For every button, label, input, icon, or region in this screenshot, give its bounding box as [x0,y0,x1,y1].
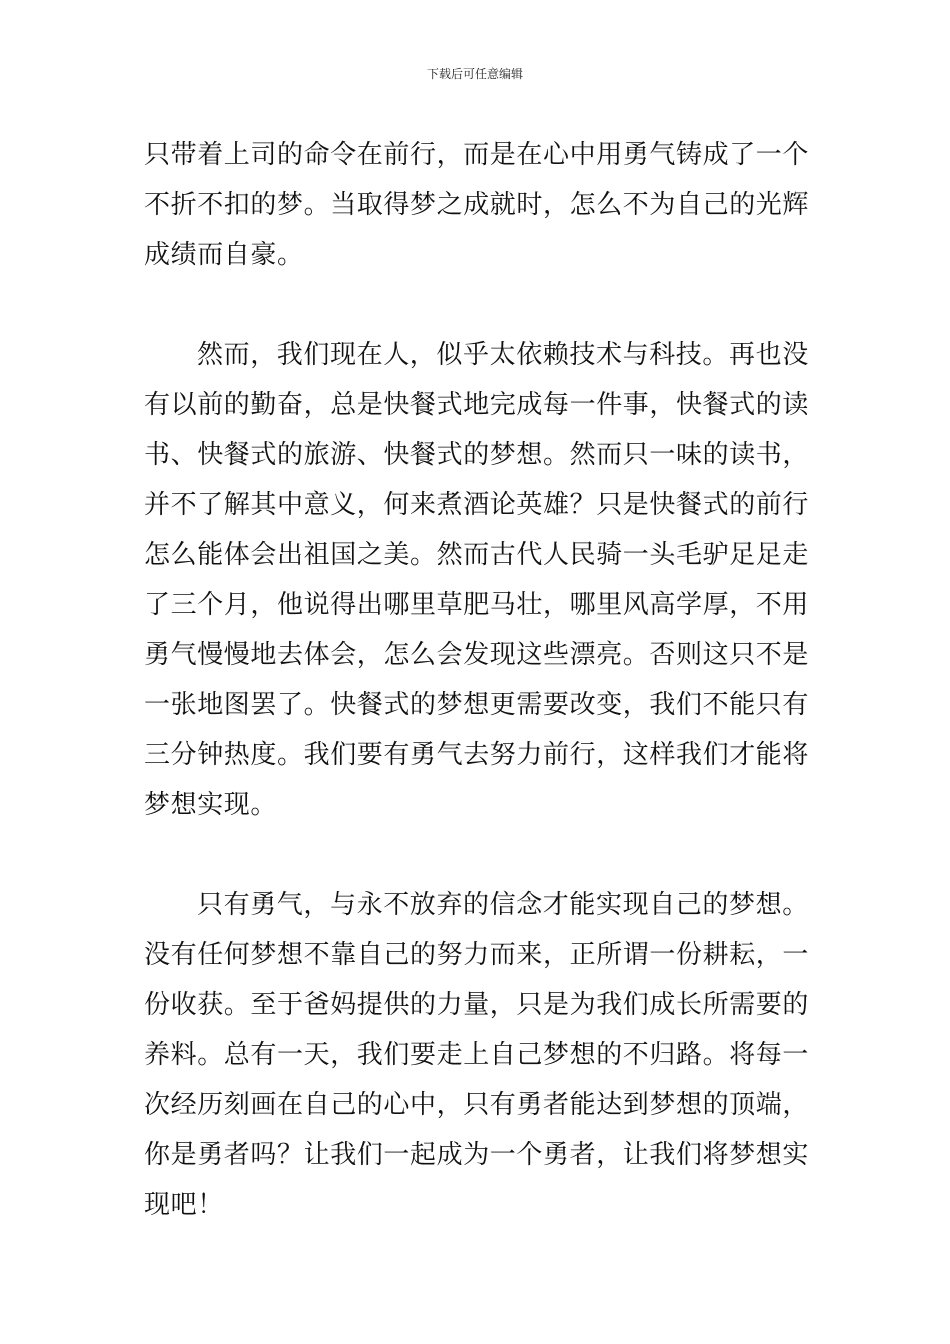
paragraph-line: 书、快餐式的旅游、快餐式的梦想。然而只一味的读书， [144,440,810,470]
paragraph-line: 没有任何梦想不靠自己的努力而来，正所谓一份耕耘，一 [144,940,810,970]
paragraph-line: 一张地图罢了。快餐式的梦想更需要改变，我们不能只有 [144,690,810,720]
paragraph-line: 只带着上司的命令在前行，而是在心中用勇气铸成了一个 [144,140,810,170]
paragraph-1 [144,130,810,280]
document-body [144,130,810,1230]
paragraph-line: 成绩而自豪。 [144,240,304,270]
paragraph-line: 不折不扣的梦。当取得梦之成就时，怎么不为自己的光辉 [144,190,810,220]
paragraph-line: 怎么能体会出祖国之美。然而古代人民骑一头毛驴足足走 [144,540,810,570]
paragraph-gap [144,280,806,330]
paragraph-line: 现吧！ [144,1190,224,1220]
paragraph-3 [144,880,810,1230]
paragraph-line: 然而，我们现在人，似乎太依赖技术与科技。再也没 [197,340,809,370]
paragraph-line: 勇气慢慢地去体会，怎么会发现这些漂亮。否则这只不是 [144,640,810,670]
paragraph-2 [144,330,810,830]
paragraph-line: 有以前的勤奋，总是快餐式地完成每一件事，快餐式的读 [144,390,810,420]
paragraph-line: 三分钟热度。我们要有勇气去努力前行，这样我们才能将 [144,740,810,770]
paragraph-gap [144,830,806,880]
paragraph-line: 份收获。至于爸妈提供的力量，只是为我们成长所需要的 [144,990,810,1020]
page-header: 下载后可任意编辑 [426,67,523,81]
paragraph-line: 次经历刻画在自己的心中，只有勇者能达到梦想的顶端， [144,1090,810,1120]
paragraph-line: 你是勇者吗？让我们一起成为一个勇者，让我们将梦想实 [144,1140,810,1170]
paragraph-line: 了三个月，他说得出哪里草肥马壮，哪里风高学厚，不用 [144,590,810,620]
paragraph-line: 并不了解其中意义，何来煮酒论英雄？只是快餐式的前行 [144,490,810,520]
paragraph-line: 梦想实现。 [144,790,278,820]
paragraph-line: 只有勇气，与永不放弃的信念才能实现自己的梦想。 [197,890,809,920]
paragraph-line: 养料。总有一天，我们要走上自己梦想的不归路。将每一 [144,1040,810,1070]
